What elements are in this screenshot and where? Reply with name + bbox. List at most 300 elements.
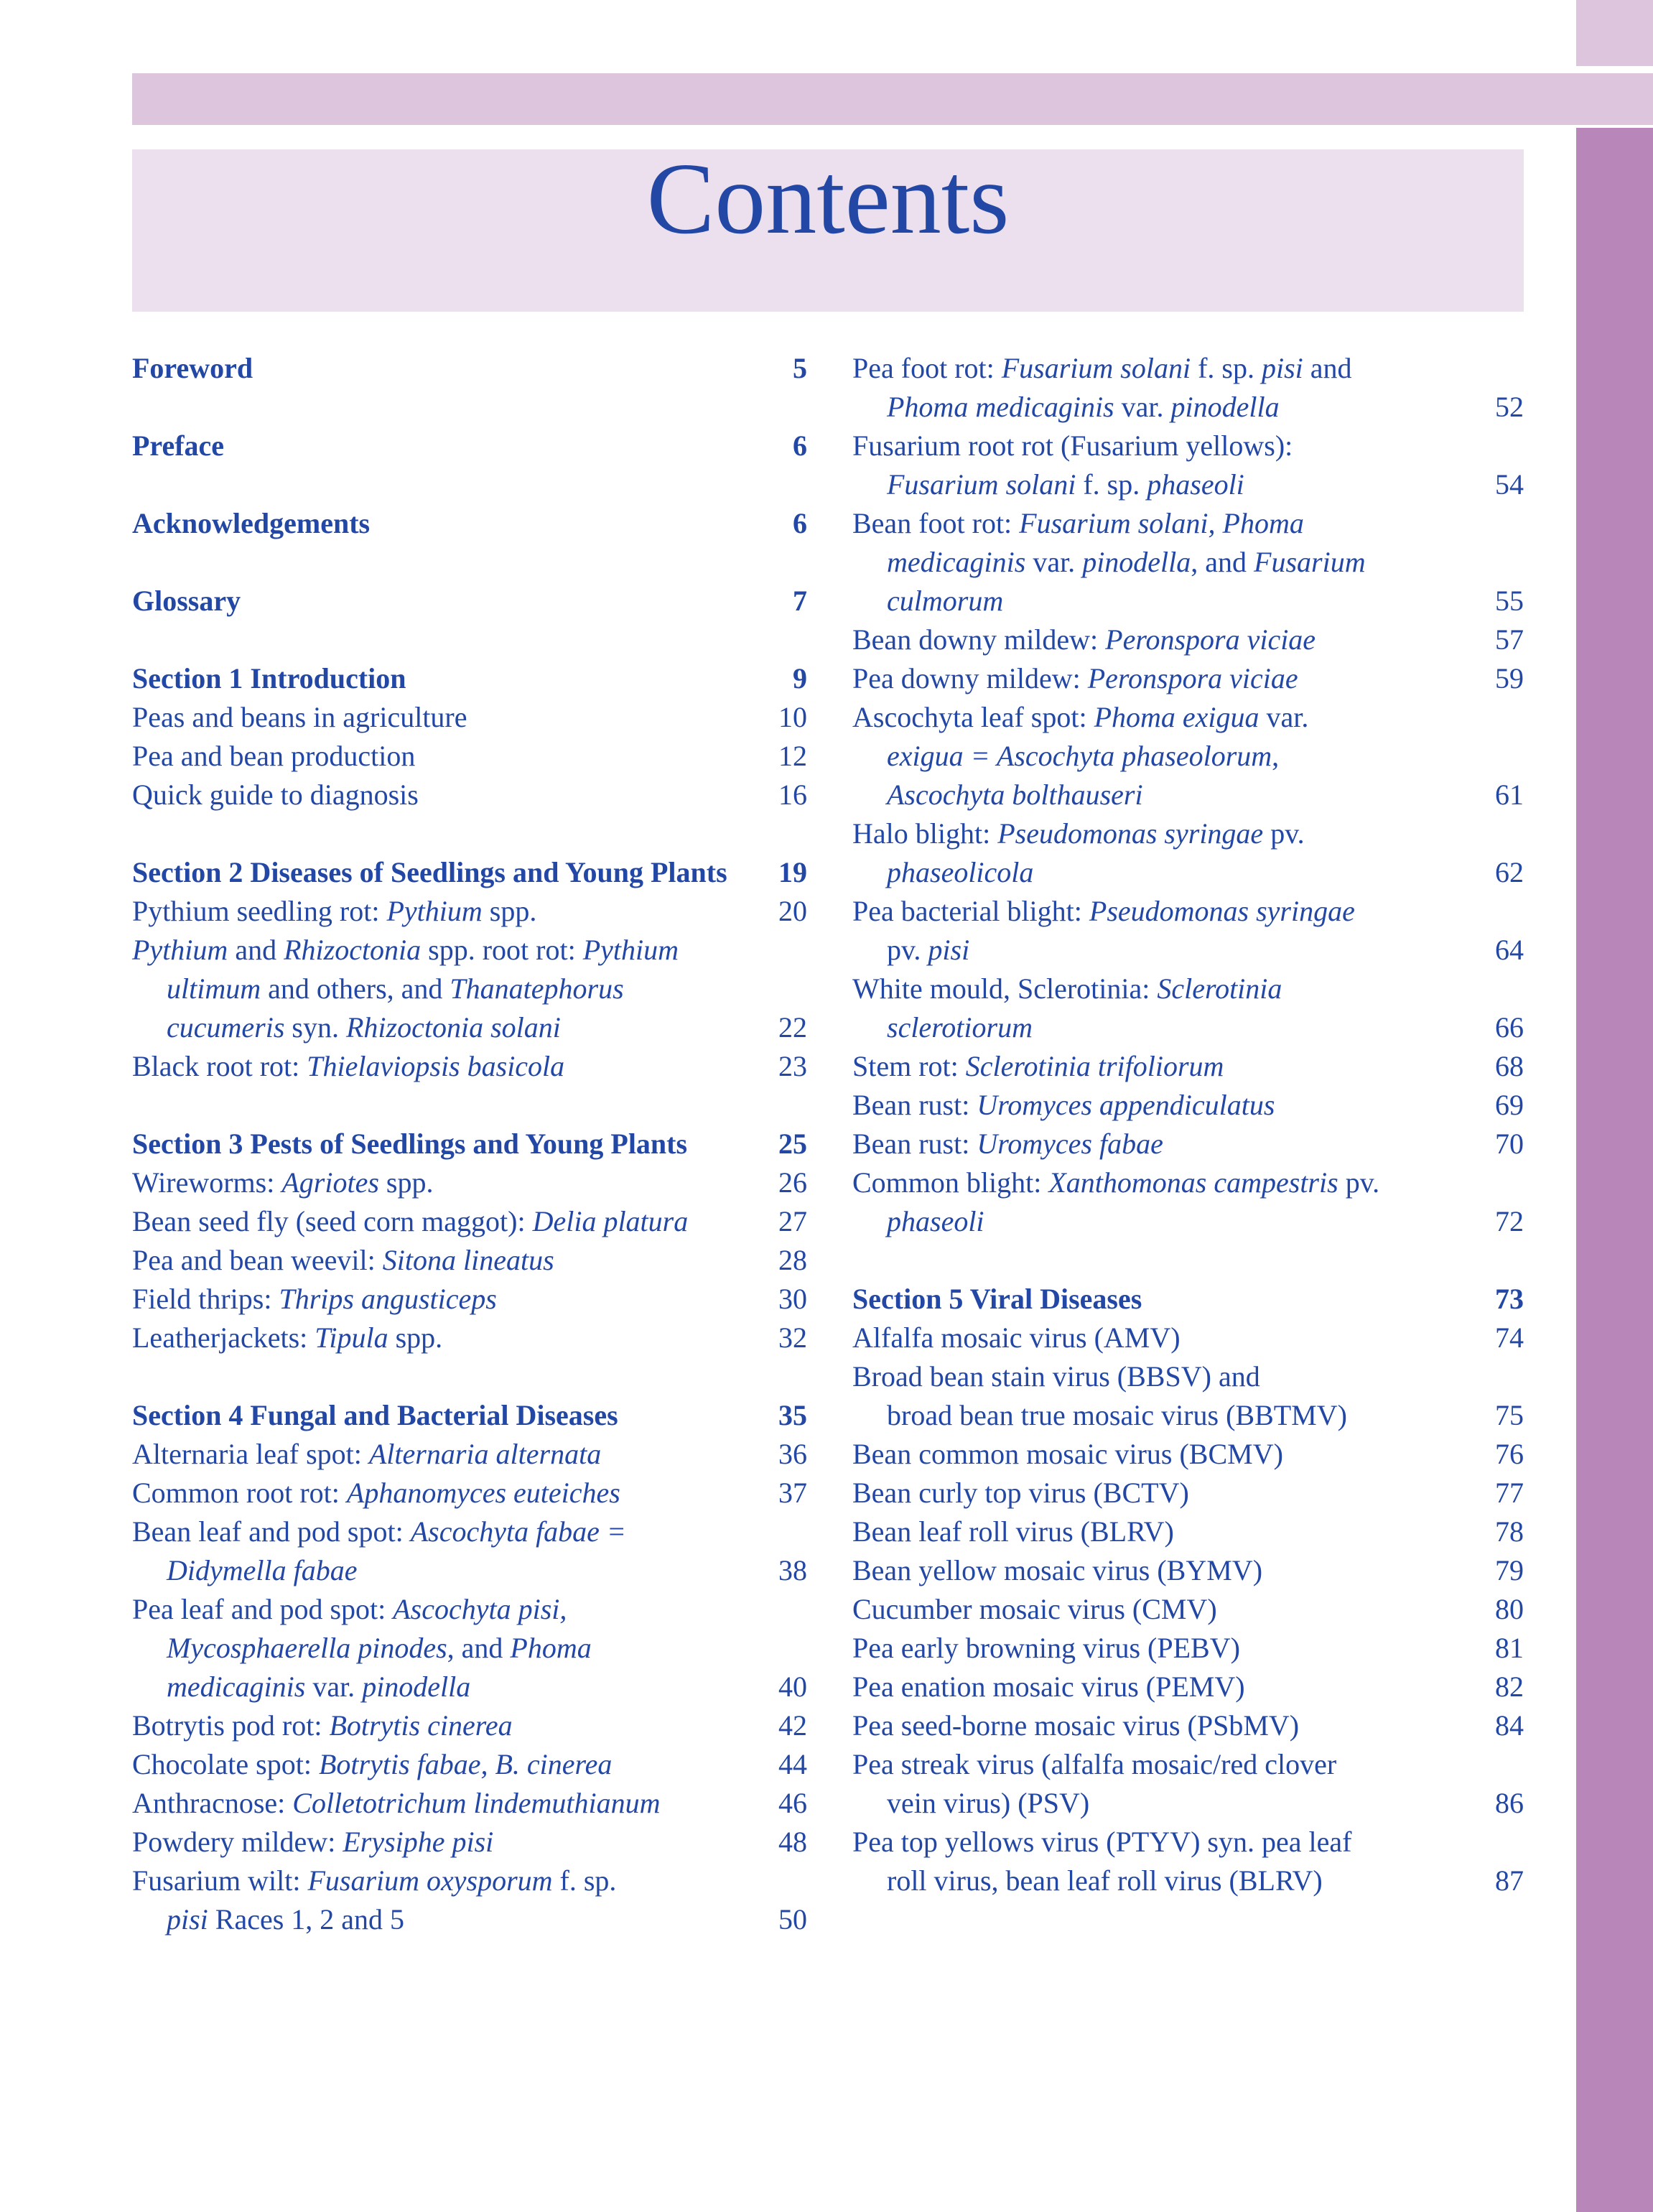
- toc-entry-title: [132, 1047, 764, 1086]
- section-spacer: [132, 814, 807, 853]
- italic-text: Botrytis cinerea: [329, 1709, 513, 1742]
- toc-page-number: 20: [778, 895, 807, 927]
- plain-text: Pea leaf and pod spot:: [132, 1593, 394, 1625]
- plain-text: spp.: [378, 1166, 434, 1199]
- toc-entry-title: [852, 504, 1509, 543]
- italic-text: Sclerotinia trifoliorum: [965, 1050, 1224, 1082]
- toc-entry-title: [852, 1125, 1481, 1163]
- plain-text: pv.: [887, 934, 928, 966]
- toc-page-number: 26: [778, 1166, 807, 1199]
- toc-page-number: 28: [778, 1244, 807, 1276]
- italic-text: pisi: [1261, 352, 1303, 384]
- italic-text: Thanatephorus: [450, 972, 624, 1005]
- toc-entry-title: [852, 1202, 1481, 1241]
- toc-entry-title: [132, 1784, 764, 1823]
- italic-text: medicaginis: [887, 546, 1026, 578]
- plain-text: Pea enation mosaic virus (PEMV): [852, 1670, 1245, 1703]
- plain-text: Pea early browning virus (PEBV): [852, 1632, 1240, 1664]
- toc-page-number: 12: [778, 740, 807, 772]
- italic-text: Uromyces appendiculatus: [977, 1089, 1275, 1121]
- plain-text: ,: [1272, 740, 1280, 772]
- toc-entry-row[interactable]: [132, 1590, 807, 1629]
- plain-text: Bean rust:: [852, 1089, 977, 1121]
- toc-entry-title: [132, 1551, 764, 1590]
- toc-page-number: 76: [1495, 1438, 1524, 1470]
- italic-text: ultimum: [167, 972, 261, 1005]
- toc-entry-title: [852, 892, 1509, 931]
- italic-text: Sclerotinia: [1157, 972, 1282, 1005]
- toc-entry-row[interactable]: [852, 970, 1524, 1008]
- toc-entry-row[interactable]: [852, 1784, 1524, 1823]
- plain-text: vein virus) (PSV): [887, 1787, 1090, 1819]
- italic-text: pisi: [928, 934, 970, 966]
- toc-page-number: 86: [1495, 1787, 1524, 1819]
- toc-entry-title: [852, 659, 1481, 698]
- toc-entry-row[interactable]: [852, 349, 1524, 388]
- toc-entry-row[interactable]: [852, 659, 1524, 698]
- plain-text: Pythium seedling rot:: [132, 895, 387, 927]
- toc-page-number: 9: [793, 662, 807, 694]
- toc-heading-row[interactable]: [132, 1125, 807, 1163]
- toc-page-number: 74: [1495, 1321, 1524, 1354]
- toc-page-number: 79: [1495, 1554, 1524, 1586]
- plain-text: Section 4 Fungal and Bacterial Diseases: [132, 1399, 618, 1431]
- toc-entry-row[interactable]: [132, 1706, 807, 1745]
- plain-text: Bean rust:: [852, 1128, 977, 1160]
- plain-text: Chocolate spot:: [132, 1748, 319, 1780]
- toc-entry-row[interactable]: [132, 931, 807, 970]
- toc-entry-title: [852, 1784, 1481, 1823]
- italic-text: pinodella: [1082, 546, 1191, 578]
- plain-text: and: [228, 934, 284, 966]
- plain-text: Bean downy mildew:: [852, 623, 1106, 656]
- page-title: Contents: [646, 141, 1010, 256]
- toc-entry-title: [852, 931, 1481, 970]
- toc-entry-title: [852, 1047, 1481, 1086]
- toc-entry-row[interactable]: [132, 1163, 807, 1202]
- italic-text: Aphanomyces euteiches: [346, 1477, 620, 1509]
- section-spacer: [132, 1086, 807, 1125]
- italic-text: Alternaria alternata: [368, 1438, 602, 1470]
- toc-entry-row[interactable]: [852, 853, 1524, 892]
- toc-entry-title: [852, 1512, 1481, 1551]
- plain-text: Section 1 Introduction: [132, 662, 406, 694]
- toc-entry-title: [132, 582, 778, 621]
- toc-entry-row[interactable]: [132, 1280, 807, 1319]
- toc-entry-row[interactable]: [852, 388, 1524, 427]
- plain-text: Alfalfa mosaic virus (AMV): [852, 1321, 1181, 1354]
- section-spacer: [132, 543, 807, 582]
- toc-page-number: 59: [1495, 662, 1524, 694]
- italic-text: Peronspora viciae: [1087, 662, 1298, 694]
- toc-entry-row[interactable]: [132, 1745, 807, 1784]
- side-tab-bar: [1576, 128, 1653, 2212]
- plain-text: Preface: [132, 429, 225, 462]
- toc-entry-row[interactable]: [852, 582, 1524, 621]
- toc-page-number: 42: [778, 1709, 807, 1742]
- toc-entry-title: [132, 1435, 764, 1474]
- toc-entry-row[interactable]: [852, 1862, 1524, 1900]
- toc-page-number: 25: [778, 1128, 807, 1160]
- section-spacer: [852, 1241, 1524, 1280]
- toc-heading-row[interactable]: [132, 659, 807, 698]
- toc-entry-title: [132, 427, 778, 465]
- toc-heading-row[interactable]: [132, 504, 807, 543]
- plain-text: Pea and bean production: [132, 740, 416, 772]
- toc-entry-row[interactable]: [132, 1823, 807, 1862]
- toc-entry-title: [132, 892, 764, 931]
- toc-page-number: 54: [1495, 468, 1524, 501]
- plain-text: broad bean true mosaic virus (BBTMV): [887, 1399, 1347, 1431]
- toc-entry-title: [132, 1125, 764, 1163]
- italic-text: Tipula: [315, 1321, 388, 1354]
- toc-page-number: 40: [778, 1670, 807, 1703]
- toc-entry-row[interactable]: [132, 1008, 807, 1047]
- italic-text: Fusarium oxysporum: [307, 1864, 553, 1897]
- toc-page-number: 66: [1495, 1011, 1524, 1044]
- plain-text: f. sp.: [1076, 468, 1147, 501]
- plain-text: , and: [1191, 546, 1254, 578]
- italic-text: medicaginis: [167, 1670, 306, 1703]
- toc-entry-row[interactable]: [132, 1862, 807, 1900]
- toc-entry-title: [132, 349, 778, 388]
- plain-text: Pea downy mildew:: [852, 662, 1088, 694]
- toc-entry-row[interactable]: [852, 1629, 1524, 1668]
- toc-entry-row[interactable]: [132, 892, 807, 931]
- plain-text: Pea streak virus (alfalfa mosaic/red clover: [852, 1748, 1337, 1780]
- toc-entry-title: [132, 659, 778, 698]
- toc-page-number: 35: [778, 1399, 807, 1431]
- toc-entry-row[interactable]: [852, 776, 1524, 814]
- plain-text: Races 1, 2 and 5: [208, 1903, 405, 1936]
- plain-text: Bean foot rot:: [852, 507, 1020, 539]
- toc-entry-title: [132, 1862, 793, 1900]
- plain-text: Fusarium root rot (Fusarium yellows):: [852, 429, 1293, 462]
- toc-entry-row[interactable]: [132, 1047, 807, 1086]
- plain-text: Pea top yellows virus (PTYV) syn. pea leaf: [852, 1826, 1352, 1858]
- italic-text: Erysiphe pisi: [343, 1826, 494, 1858]
- toc-entry-row[interactable]: [852, 1319, 1524, 1357]
- plain-text: pv.: [1338, 1166, 1380, 1199]
- toc-entry-row[interactable]: [852, 1396, 1524, 1435]
- plain-text: Section 5 Viral Diseases: [852, 1283, 1142, 1315]
- toc-page-number: 64: [1495, 934, 1524, 966]
- plain-text: and others, and: [261, 972, 450, 1005]
- toc-page-number: 6: [793, 507, 807, 539]
- italic-text: sclerotiorum: [887, 1011, 1033, 1044]
- toc-page-number: 68: [1495, 1050, 1524, 1082]
- italic-text: Pseudomonas syringae: [997, 817, 1264, 850]
- toc-heading-row[interactable]: [852, 1280, 1524, 1319]
- toc-entry-row[interactable]: [852, 1357, 1524, 1396]
- plain-text: Cucumber mosaic virus (CMV): [852, 1593, 1217, 1625]
- plain-text: Halo blight:: [852, 817, 998, 850]
- plain-text: Peas and beans in agriculture: [132, 701, 467, 733]
- plain-text: Pea bacterial blight:: [852, 895, 1089, 927]
- plain-text: var.: [1114, 391, 1171, 423]
- toc-entry-row[interactable]: [852, 1202, 1524, 1241]
- plain-text: Foreword: [132, 352, 253, 384]
- toc-entry-row[interactable]: [132, 1629, 807, 1668]
- plain-text: Glossary: [132, 585, 241, 617]
- plain-text: Quick guide to diagnosis: [132, 779, 419, 811]
- plain-text: Pea foot rot:: [852, 352, 1002, 384]
- plain-text: spp. root rot:: [421, 934, 583, 966]
- plain-text: Bean leaf and pod spot:: [132, 1515, 411, 1548]
- toc-entry-title: [132, 970, 793, 1008]
- toc-page-number: 30: [778, 1283, 807, 1315]
- italic-text: pinodella: [362, 1670, 471, 1703]
- toc-entry-row[interactable]: [132, 1474, 807, 1512]
- toc-entry-row[interactable]: [852, 737, 1524, 776]
- toc-heading-row[interactable]: [132, 349, 807, 388]
- toc-entry-title: [132, 1008, 764, 1047]
- italic-text: Thrips angusticeps: [279, 1283, 497, 1315]
- plain-text: Powdery mildew:: [132, 1826, 343, 1858]
- toc-entry-title: [852, 1435, 1481, 1474]
- toc-page-number: 19: [778, 856, 807, 888]
- toc-entry-title: [852, 1706, 1481, 1745]
- toc-entry-title: [852, 853, 1481, 892]
- toc-entry-row[interactable]: [852, 1551, 1524, 1590]
- toc-entry-row[interactable]: [852, 1823, 1524, 1862]
- plain-text: Anthracnose:: [132, 1787, 293, 1819]
- toc-page-number: 23: [778, 1050, 807, 1082]
- toc-entry-row[interactable]: [132, 698, 807, 737]
- plain-text: Section 2 Diseases of Seedlings and Young Plants: [132, 856, 727, 888]
- toc-entry-title: [852, 776, 1481, 814]
- italic-text: Fusarium solani: [1001, 352, 1191, 384]
- toc-page-number: 6: [793, 429, 807, 462]
- italic-text: Uromyces fabae: [977, 1128, 1163, 1160]
- toc-page-number: 77: [1495, 1477, 1524, 1509]
- italic-text: phaseolicola: [887, 856, 1034, 888]
- toc-entry-title: [852, 1823, 1509, 1862]
- italic-text: Agriotes: [281, 1166, 379, 1199]
- toc-entry-title: [132, 1590, 793, 1629]
- plain-text: roll virus, bean leaf roll virus (BLRV): [887, 1864, 1323, 1897]
- toc-entry-title: [132, 504, 778, 543]
- toc-entry-row[interactable]: [852, 621, 1524, 659]
- italic-text: Ascochyta bolthauseri: [887, 779, 1143, 811]
- toc-entry-row[interactable]: [132, 1319, 807, 1357]
- italic-text: exigua = Ascochyta phaseolorum: [887, 740, 1272, 772]
- italic-text: Pseudomonas syringae: [1089, 895, 1355, 927]
- toc-entry-row[interactable]: [852, 1706, 1524, 1745]
- section-spacer: [132, 621, 807, 659]
- toc-page-number: 46: [778, 1787, 807, 1819]
- toc-entry-title: [852, 1319, 1481, 1357]
- plain-text: Bean seed fly (seed corn maggot):: [132, 1205, 533, 1237]
- plain-text: , and: [447, 1632, 511, 1664]
- italic-text: phaseoli: [887, 1205, 984, 1237]
- toc-entry-title: [132, 1241, 764, 1280]
- italic-text: Pythium: [132, 934, 228, 966]
- toc-entry-row[interactable]: [852, 1668, 1524, 1706]
- toc-entry-row[interactable]: [852, 892, 1524, 931]
- section-spacer: [132, 1357, 807, 1396]
- toc-entry-row[interactable]: [132, 1668, 807, 1706]
- toc-entry-row[interactable]: [852, 1474, 1524, 1512]
- italic-text: Fusarium solani: [887, 468, 1076, 501]
- plain-text: Common blight:: [852, 1166, 1049, 1199]
- toc-entry-title: [852, 582, 1481, 621]
- toc-entry-title: [852, 1629, 1481, 1668]
- toc-entry-title: [132, 1629, 793, 1668]
- plain-text: Fusarium wilt:: [132, 1864, 308, 1897]
- toc-page-number: 22: [778, 1011, 807, 1044]
- italic-text: Botrytis fabae, B. cinerea: [318, 1748, 613, 1780]
- plain-text: Wireworms:: [132, 1166, 282, 1199]
- toc-page-number: 36: [778, 1438, 807, 1470]
- italic-text: pisi: [167, 1903, 208, 1936]
- italic-text: Sitona lineatus: [382, 1244, 554, 1276]
- toc-entry-row[interactable]: [852, 543, 1524, 582]
- plain-text: pv.: [1263, 817, 1305, 850]
- toc-entry-row[interactable]: [852, 1125, 1524, 1163]
- toc-entry-title: [132, 1668, 764, 1706]
- italic-text: pinodella: [1170, 391, 1280, 423]
- toc-page-number: 52: [1495, 391, 1524, 423]
- toc-entry-title: [852, 1668, 1481, 1706]
- toc-page-number: 50: [778, 1903, 807, 1936]
- toc-page-number: 75: [1495, 1399, 1524, 1431]
- toc-heading-row[interactable]: [132, 1396, 807, 1435]
- italic-text: Ascochyta fabae =: [410, 1515, 626, 1548]
- toc-page-number: 27: [778, 1205, 807, 1237]
- plain-text: Ascochyta leaf spot:: [852, 701, 1094, 733]
- toc-entry-row[interactable]: [852, 1086, 1524, 1125]
- toc-entry-row[interactable]: [132, 1435, 807, 1474]
- toc-entry-row[interactable]: [132, 1900, 807, 1939]
- plain-text: f. sp.: [1191, 352, 1262, 384]
- plain-text: Black root rot:: [132, 1050, 307, 1082]
- toc-entry-row[interactable]: [132, 1202, 807, 1241]
- plain-text: Broad bean stain virus (BBSV) and: [852, 1360, 1260, 1393]
- toc-page-number: 62: [1495, 856, 1524, 888]
- toc-entry-title: [852, 1862, 1481, 1900]
- toc-page-number: 55: [1495, 585, 1524, 617]
- toc-entry-title: [132, 698, 764, 737]
- toc-page-number: 70: [1495, 1128, 1524, 1160]
- italic-text: Phoma exigua: [1094, 701, 1259, 733]
- italic-text: Didymella fabae: [167, 1554, 358, 1586]
- toc-entry-title: [852, 427, 1509, 465]
- toc-entry-row[interactable]: [852, 1590, 1524, 1629]
- plain-text: Leatherjackets:: [132, 1321, 315, 1354]
- toc-entry-title: [852, 465, 1481, 504]
- toc-page-number: 82: [1495, 1670, 1524, 1703]
- toc-page-number: 81: [1495, 1632, 1524, 1664]
- contents-left-column: [132, 349, 807, 1939]
- toc-entry-title: [132, 1900, 764, 1939]
- plain-text: var.: [1025, 546, 1083, 578]
- toc-entry-row[interactable]: [852, 931, 1524, 970]
- toc-entry-title: [132, 1706, 764, 1745]
- toc-entry-title: [132, 1319, 764, 1357]
- toc-entry-title: [852, 1357, 1509, 1396]
- toc-heading-row[interactable]: [132, 427, 807, 465]
- toc-entry-row[interactable]: [852, 814, 1524, 853]
- toc-entry-row[interactable]: [852, 1047, 1524, 1086]
- toc-entry-title: [852, 1745, 1509, 1784]
- toc-page-number: 61: [1495, 779, 1524, 811]
- toc-entry-title: [852, 970, 1509, 1008]
- toc-page-number: 84: [1495, 1709, 1524, 1742]
- italic-text: Colletotrichum lindemuthianum: [292, 1787, 661, 1819]
- toc-entry-row[interactable]: [132, 737, 807, 776]
- toc-entry-row[interactable]: [132, 1551, 807, 1590]
- italic-text: Rhizoctonia: [284, 934, 422, 966]
- toc-entry-row[interactable]: [852, 1745, 1524, 1784]
- toc-heading-row[interactable]: [132, 853, 807, 892]
- toc-page-number: 87: [1495, 1864, 1524, 1897]
- toc-entry-title: [852, 737, 1509, 776]
- italic-text: Fusarium solani, Phoma: [1019, 507, 1304, 539]
- toc-entry-title: [132, 1745, 764, 1784]
- toc-entry-title: [132, 1396, 764, 1435]
- toc-entry-row[interactable]: [852, 1163, 1524, 1202]
- toc-page-number: 7: [793, 585, 807, 617]
- toc-entry-title: [132, 1512, 793, 1551]
- plain-text: Acknowledgements: [132, 507, 371, 539]
- toc-entry-title: [852, 814, 1509, 853]
- italic-text: Thielaviopsis basicola: [307, 1050, 565, 1082]
- toc-entry-title: [852, 1280, 1481, 1319]
- italic-text: Pythium: [386, 895, 483, 927]
- plain-text: spp.: [388, 1321, 443, 1354]
- toc-entry-row[interactable]: [852, 698, 1524, 737]
- plain-text: Bean common mosaic virus (BCMV): [852, 1438, 1283, 1470]
- toc-entry-row[interactable]: [852, 465, 1524, 504]
- plain-text: Stem rot:: [852, 1050, 966, 1082]
- plain-text: var.: [305, 1670, 363, 1703]
- toc-entry-title: [852, 1163, 1509, 1202]
- toc-entry-title: [852, 621, 1481, 659]
- toc-page-number: 16: [778, 779, 807, 811]
- plain-text: f. sp.: [552, 1864, 617, 1897]
- plain-text: Field thrips:: [132, 1283, 279, 1315]
- toc-entry-row[interactable]: [852, 1512, 1524, 1551]
- toc-entry-row[interactable]: [132, 776, 807, 814]
- plain-text: Common root rot:: [132, 1477, 347, 1509]
- section-spacer: [132, 388, 807, 427]
- toc-page-number: 5: [793, 352, 807, 384]
- toc-entry-title: [132, 1474, 764, 1512]
- toc-heading-row[interactable]: [132, 582, 807, 621]
- italic-text: culmorum: [887, 585, 1004, 617]
- toc-entry-row[interactable]: [852, 504, 1524, 543]
- toc-entry-title: [852, 1008, 1481, 1047]
- toc-entry-row[interactable]: [132, 1512, 807, 1551]
- toc-entry-row[interactable]: [132, 1784, 807, 1823]
- toc-entry-row[interactable]: [132, 1241, 807, 1280]
- toc-entry-row[interactable]: [132, 970, 807, 1008]
- italic-text: Pythium: [582, 934, 679, 966]
- toc-entry-title: [132, 931, 793, 970]
- toc-entry-row[interactable]: [852, 1008, 1524, 1047]
- toc-entry-row[interactable]: [852, 427, 1524, 465]
- toc-page-number: 80: [1495, 1593, 1524, 1625]
- toc-entry-title: [852, 1474, 1481, 1512]
- toc-entry-title: [852, 388, 1481, 427]
- plain-text: White mould, Sclerotinia:: [852, 972, 1158, 1005]
- toc-entry-row[interactable]: [852, 1435, 1524, 1474]
- italic-text: phaseoli: [1147, 468, 1244, 501]
- plain-text: var.: [1259, 701, 1309, 733]
- side-bar-top: [1576, 0, 1653, 66]
- toc-page-number: 32: [778, 1321, 807, 1354]
